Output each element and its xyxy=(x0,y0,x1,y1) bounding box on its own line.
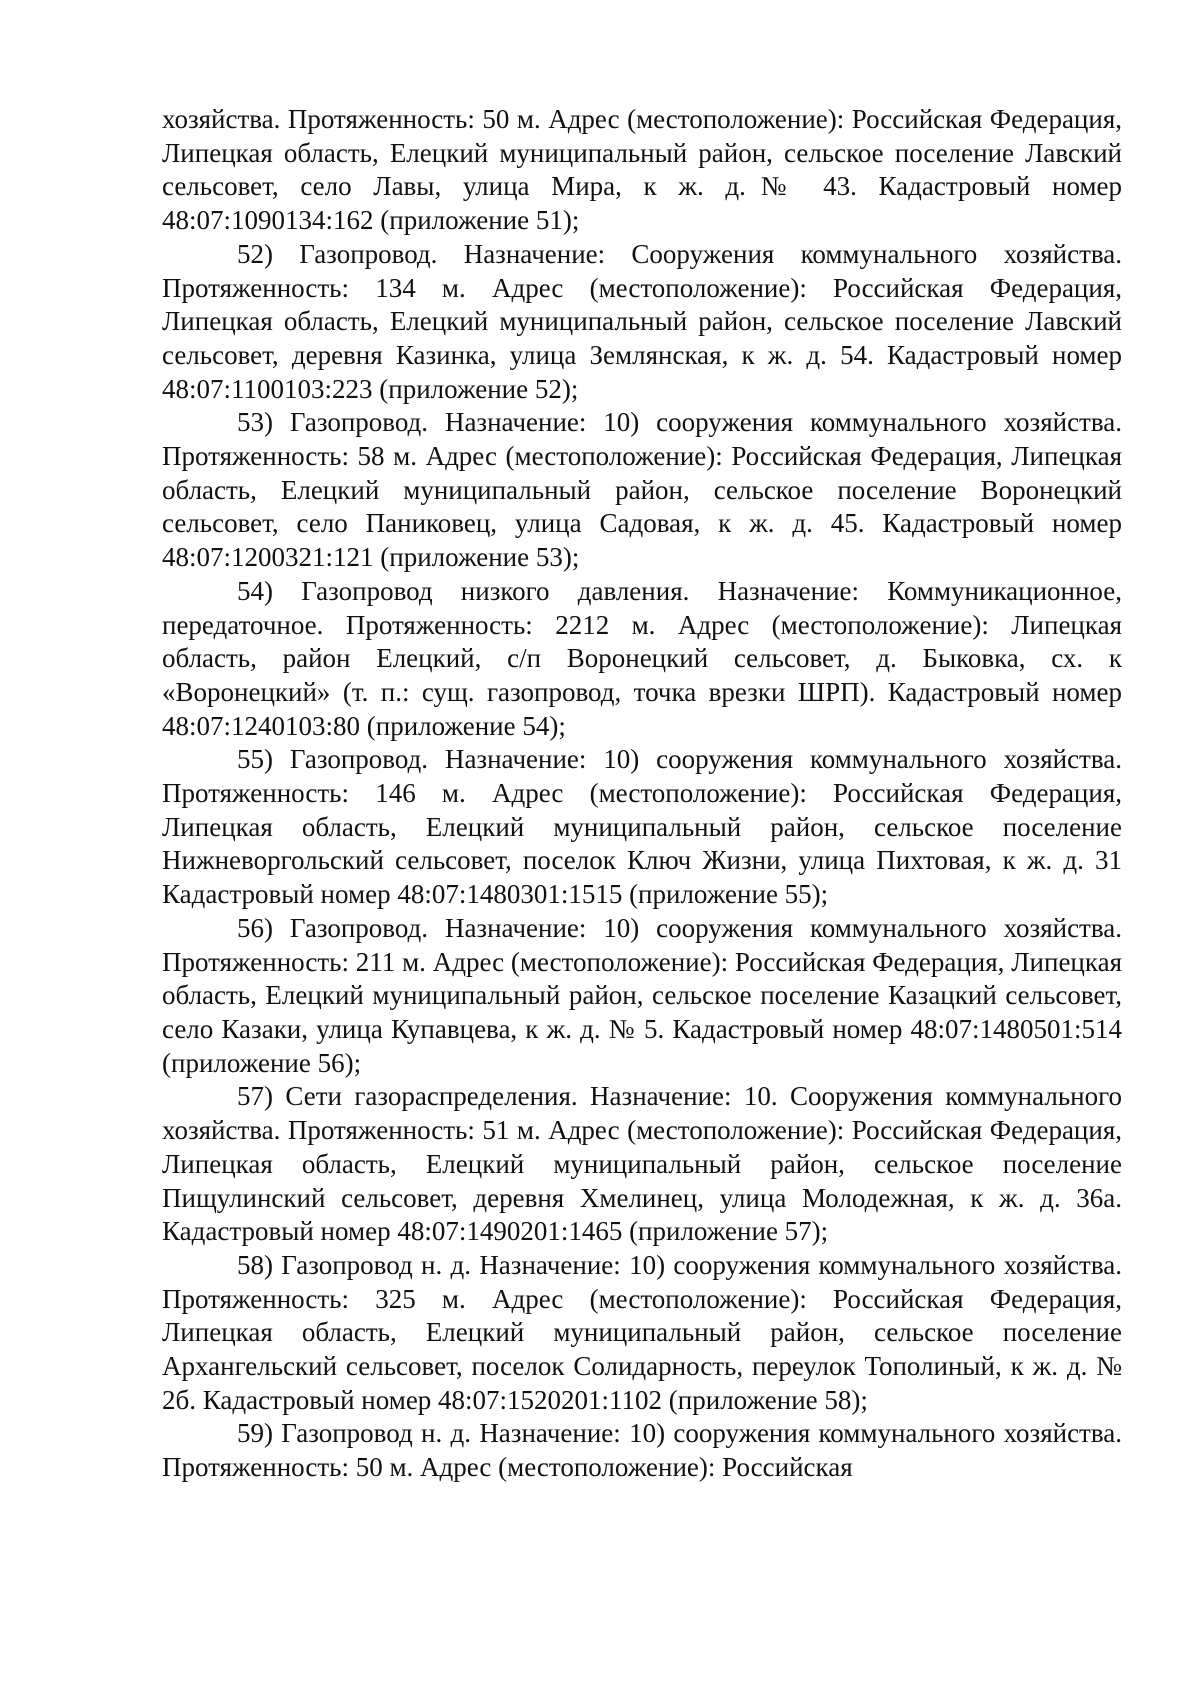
list-item-55: 55) Газопровод. Назначение: 10) сооружения коммунального хозяйства. Протяженность: 146 м. Адрес (местоположение): Российская Федерация, Липецкая область, Елецкий муниципальный район, сельское поселение Нижневоргольский сельсовет, поселок Ключ Жизни, улица Пихтовая, к ж. д. 31 Кадастровый номер 48:07:1480301:1515 (приложение 55); xyxy=(162,744,1122,910)
paragraph-continuation-51: хозяйства. Протяженность: 50 м. Адрес (местоположение): Российская Федерация, Липецкая область, Елецкий муниципальный район, сельское поселение Лавский сельсовет, село Лавы, улица Мира, к ж. д.№ 43. Кадастровый номер 48:07:1090134:162 (приложение 51); xyxy=(162,104,1122,236)
list-item-53: 53) Газопровод. Назначение: 10) сооружения коммунального хозяйства. Протяженность: 58 м. Адрес (местоположение): Российская Федерация, Липецкая область, Елецкий муниципальный район, сельское поселение Воронецкий сельсовет, село Паниковец, улица Садовая, к ж. д. 45. Кадастровый номер 48:07:1200321:121 (приложение 53); xyxy=(162,407,1122,573)
list-item-56: 56) Газопровод. Назначение: 10) сооружения коммунального хозяйства. Протяженность: 211 м. Адрес (местоположение): Российская Федерация, Липецкая область, Елецкий муниципальный район, сельское поселение Казацкий сельсовет, село Казаки, улица Купавцева, к ж. д. № 5. Кадастровый номер 48:07:1480501:514 (приложение 56); xyxy=(162,912,1122,1078)
document-body xyxy=(162,103,1122,1485)
list-item-57: 57) Сети газораспределения. Назначение: 10. Сооружения коммунального хозяйства. Протяженность: 51 м. Адрес (местоположение): Российская Федерация, Липецкая область, Елецкий муниципальный район, сельское поселение Пищулинский сельсовет, деревня Хмелинец, улица Молодежная, к ж. д. 36а. Кадастровый номер 48:07:1490201:1465 (приложение 57); xyxy=(162,1081,1122,1247)
list-item-54: 54) Газопровод низкого давления. Назначение: Коммуникационное, передаточное. Протяженность: 2212 м. Адрес (местоположение): Липецкая область, район Елецкий, с/п Воронецкий сельсовет, д. Быковка, сх. к «Воронецкий» (т. п.: сущ. газопровод, точка врезки ШРП). Кадастровый номер 48:07:1240103:80 (приложение 54); xyxy=(162,575,1122,741)
list-item-58: 58) Газопровод н. д. Назначение: 10) сооружения коммунального хозяйства. Протяженность: 325 м. Адрес (местоположение): Российская Федерация, Липецкая область, Елецкий муниципальный район, сельское поселение Архангельский сельсовет, поселок Солидарность, переулок Тополиный, к ж. д. № 2б. Кадастровый номер 48:07:1520201:1102 (приложение 58); xyxy=(162,1249,1122,1415)
list-item-59: 59) Газопровод н. д. Назначение: 10) сооружения коммунального хозяйства. Протяженность: 50 м. Адрес (местоположение): Российская xyxy=(162,1418,1122,1483)
list-item-52: 52) Газопровод. Назначение: Сооружения коммунального хозяйства. Протяженность: 134 м. Адрес (местоположение): Российская Федерация, Липецкая область, Елецкий муниципальный район, сельское поселение Лавский сельсовет, деревня Казинка, улица Землянская, к ж. д. 54. Кадастровый номер 48:07:1100103:223 (приложение 52); xyxy=(162,238,1122,404)
